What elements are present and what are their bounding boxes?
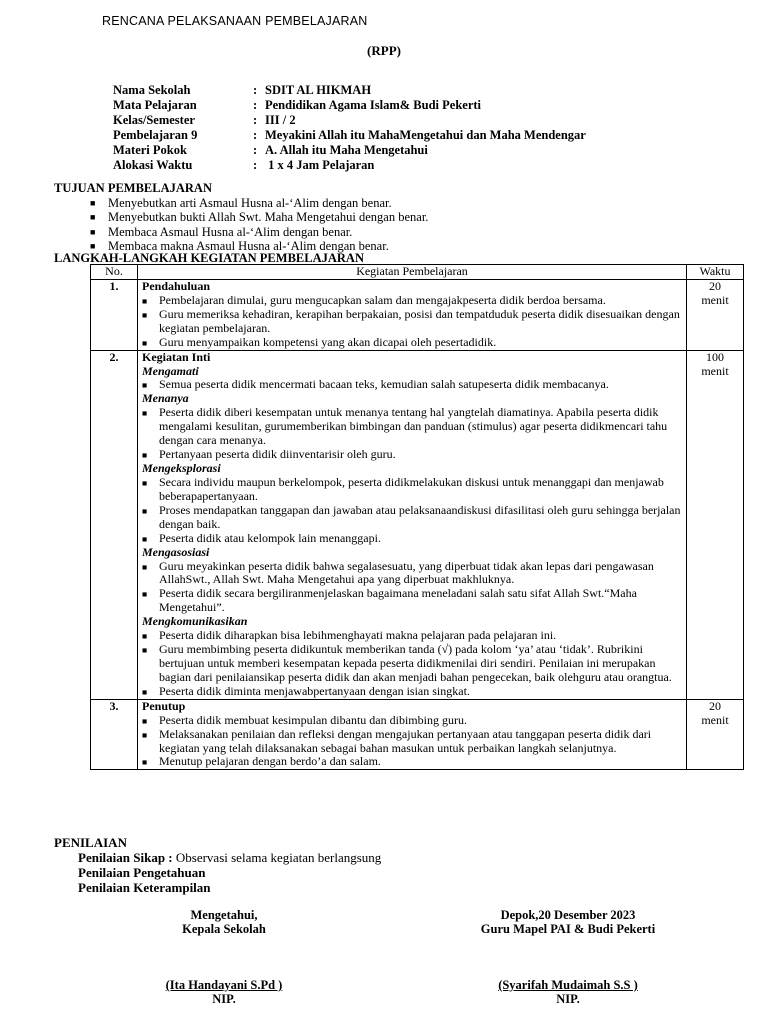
list-item: ■ Guru menyampaikan kompetensi yang akan dicapai oleh pesertadidik. [142, 334, 497, 349]
identity-row: Kelas/Semester : III / 2 [113, 113, 296, 127]
bullet-icon: ■ [142, 715, 148, 726]
assessment-sikap: Penilaian Sikap : Observasi selama kegiatan berlangsung [78, 850, 382, 865]
bullet-icon: ■ [142, 631, 148, 642]
header-no: No. [91, 265, 138, 280]
identity-row: Alokasi Waktu : 1 x 4 Jam Pelajaran [113, 158, 375, 172]
identity-row: Pembelajaran 9 : Meyakini Allah itu MahaMengetahui dan Maha Mendengar [113, 128, 586, 142]
bullet-icon: ■ [142, 729, 148, 740]
header-activity: Kegiatan Pembelajaran [138, 265, 687, 280]
list-item: ■ Secara individu maupun berkelompok, peserta didikmelakukan diskusi untuk menanggapi dan menjawab beberapapertanyaan. [142, 474, 664, 503]
goal-item [90, 210, 428, 224]
list-item: ■ Menutup pelajaran dengan berdo’a dan salam. [142, 754, 381, 769]
list-item: ■ Peserta didik diberi kesempatan untuk menanya tentang hal yangtelah diamatinya. Apabila peserta didik mengalami kesulitan, gurumemberikan bimbingan dan panduan (stimulus) agar peserta didikmencari tahu dengan cara menanya. [142, 405, 668, 448]
identity-key: Nama Sekolah [113, 83, 191, 97]
identity-key: Mata Pelajaran [113, 98, 197, 112]
goal-text: Menyebutkan bukti Allah Swt. Maha Mengetahui dengan benar. [108, 210, 429, 225]
list-item: ■ Peserta didik membuat kesimpulan dibantu dan dibimbing guru. [142, 712, 467, 727]
list-item: ■ Guru meyakinkan peserta didik bahwa segalasesuatu, yang diperbuat tidak akan lepas dari pengawasan AllahSwt., Allah Swt. Maha Mengetahui apa yang diperbuat makhluknya. [142, 558, 654, 587]
assessment-block [54, 835, 381, 895]
phase-title: Kegiatan Inti [142, 349, 211, 364]
phase-title: Penutup [142, 698, 186, 713]
bullet-icon: ■ [142, 505, 148, 516]
subphase-title: Menanya [142, 391, 189, 406]
bullet-icon: ■ [142, 309, 148, 320]
bullet-icon: ■ [142, 450, 148, 461]
row-no: 3. [91, 699, 138, 770]
signature-left-name: (Ita Handayani S.Pd ) NIP. [165, 978, 283, 1006]
row-no: 1. [91, 279, 138, 350]
subphase-title: Mengamati [142, 363, 199, 378]
goal-text: Membaca Asmaul Husna al-‘Alim dengan benar. [108, 224, 353, 239]
row-activity [138, 350, 687, 699]
bullet-icon: ■ [142, 408, 148, 419]
table-row [91, 699, 744, 770]
identity-value: A. Allah itu Maha Mengetahui [265, 143, 428, 157]
list-item: ■ Pembelajaran dimulai, guru mengucapkan salam dan mengajakpeserta didik berdoa bersama. [142, 292, 606, 307]
identity-value: Pendidikan Agama Islam& Budi Pekerti [265, 98, 481, 112]
bullet-icon: ■ [142, 380, 148, 391]
row-time: 20 menit [687, 279, 744, 350]
bullet-icon: ■ [90, 226, 96, 237]
bullet-icon: ■ [142, 757, 148, 768]
bullet-icon: ■ [142, 477, 148, 488]
bullet-icon: ■ [142, 337, 148, 348]
goal-text: Membaca makna Asmaul Husna al-‘Alim dengan benar. [108, 238, 389, 253]
identity-row: Nama Sekolah : SDIT AL HIKMAH [113, 83, 372, 97]
identity-key: Kelas/Semester [113, 113, 195, 127]
signature-right-name: (Syarifah Mudaimah S.S ) NIP. [498, 978, 638, 1006]
signature-left: Mengetahui, Kepala Sekolah [182, 908, 266, 936]
subphase-title: Mengkomunikasikan [142, 614, 248, 629]
table-header-row [91, 265, 744, 280]
bullet-icon: ■ [142, 686, 148, 697]
list-item: ■ Peserta didik atau kelompok lain menanggapi. [142, 530, 381, 545]
goals-list [90, 196, 428, 253]
table-row [91, 350, 744, 699]
identity-key: Pembelajaran 9 [113, 128, 198, 142]
row-activity [138, 699, 687, 770]
bullet-icon: ■ [142, 533, 148, 544]
list-item: ■ Guru memeriksa kehadiran, kerapihan berpakaian, posisi dan tempatduduk peserta didik disesuaikan dengan kegiatan pembelajaran. [142, 306, 680, 335]
list-item: ■ Peserta didik secara bergiliranmenjelaskan bagaimana meneladani salah satu sifat Allah Swt.“Maha Mengetahui”. [142, 586, 637, 615]
bullet-icon: ■ [142, 295, 148, 306]
phase-title: Pendahuluan [142, 278, 211, 293]
identity-key: Materi Pokok [113, 143, 187, 157]
identity-value: Meyakini Allah itu MahaMengetahui dan Maha Mendengar [265, 128, 586, 142]
identity-value: SDIT AL HIKMAH [265, 83, 372, 97]
steps-table [90, 264, 744, 770]
list-item: ■ Peserta didik diharapkan bisa lebihmenghayati makna pelajaran pada pelajaran ini. [142, 628, 557, 643]
identity-value: 1 x 4 Jam Pelajaran [265, 158, 375, 172]
row-activity [138, 279, 687, 350]
identity-value: III / 2 [265, 113, 296, 127]
identity-row: Materi Pokok : A. Allah itu Maha Mengetahui [113, 143, 428, 157]
list-item: ■ Melaksanakan penilaian dan refleksi dengan mengajukan pertanyaan atau tanggapan peserta didik dari kegiatan yang telah dilaksanakan sebagai bahan masukan untuk perbaikan langkah selanjutnya. [142, 726, 652, 755]
goal-item [90, 196, 428, 210]
bullet-icon: ■ [90, 198, 96, 208]
header-time: Waktu [687, 265, 744, 280]
row-time: 100 menit [687, 350, 744, 699]
assessment-pengetahuan: Penilaian Pengetahuan [78, 865, 206, 880]
list-item: ■ Proses mendapatkan tanggapan dan jawaban atau pelaksanaandiskusi difasilitasi oleh guru sehingga berjalan dengan baik. [142, 502, 681, 531]
assessment-heading: PENILAIAN [54, 835, 127, 850]
list-item: ■ Semua peserta didik mencermati bacaan teks, kemudian salah satupeserta didik membacanya. [142, 377, 609, 392]
table-row [91, 279, 744, 350]
bullet-icon: ■ [142, 561, 148, 572]
subphase-title: Mengasosiasi [142, 544, 210, 559]
signature-right: Depok,20 Desember 2023 Guru Mapel PAI & Budi Pekerti [480, 908, 656, 936]
list-item: ■ Pertanyaan peserta didik diinventarisir oleh guru. [142, 447, 396, 462]
document-header: RENCANA PELAKSANAAN PEMBELAJARAN [102, 14, 368, 28]
row-time: 20 menit [687, 699, 744, 770]
goal-text: Menyebutkan arti Asmaul Husna al-‘Alim dengan benar. [108, 196, 392, 210]
bullet-icon: ■ [90, 240, 96, 251]
list-item: ■ Peserta didik diminta menjawabpertanyaan dengan isian singkat. [142, 683, 470, 698]
identity-block [113, 83, 586, 173]
list-item: ■ Guru membimbing peserta didikuntuk memberikan tanda (√) pada kolom ‘ya’ atau ‘tidak’. Rubrikini bertujuan untuk memberi kesempatan kepada peserta didikmenilai diri sendiri. Penilaian ini merupakan bagian dari penilaiansikap peserta didik dan akan menjadi bahan pengecekan, baik olehguru atau orangtua. [142, 642, 672, 684]
bullet-icon: ■ [90, 212, 96, 223]
identity-row: Mata Pelajaran : Pendidikan Agama Islam& Budi Pekerti [113, 98, 481, 112]
goal-item [90, 225, 428, 239]
row-no: 2. [91, 350, 138, 699]
bullet-icon: ■ [142, 645, 148, 656]
bullet-icon: ■ [142, 589, 148, 600]
subphase-title: Mengeksplorasi [142, 461, 221, 476]
goals-heading: TUJUAN PEMBELAJARAN [54, 181, 212, 195]
document-title: (RPP) [367, 43, 401, 58]
steps-heading: LANGKAH-LANGKAH KEGIATAN PEMBELAJARAN [54, 251, 364, 265]
assessment-keterampilan: Penilaian Keterampilan [78, 880, 211, 895]
identity-key: Alokasi Waktu [113, 158, 193, 172]
